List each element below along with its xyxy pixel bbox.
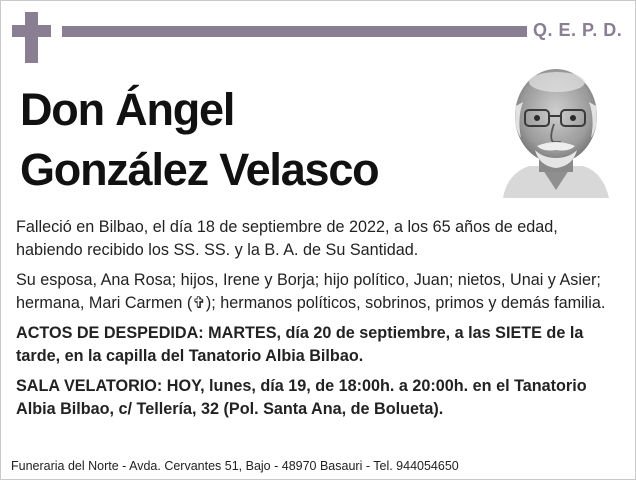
funeral-home-footer: Funeraria del Norte - Avda. Cervantes 51, Bajo - 48970 Basauri - Tel. 944054650: [11, 459, 459, 473]
header-bar: [62, 26, 527, 37]
portrait-photo: [499, 66, 612, 198]
family-paragraph: [16, 269, 620, 315]
notice-body: [16, 216, 620, 428]
family-text-before: Su esposa, Ana Rosa; hijos, Irene y Borja; hijo político, Juan; nietos, Unai y Asier; hermana, Mari Carmen (: [16, 271, 601, 312]
qepd-label: Q. E. P. D.: [533, 20, 623, 40]
small-cross-icon: ✞: [192, 294, 206, 312]
death-paragraph: Falleció en Bilbao, el día 18 de septiembre de 2022, a los 65 años de edad, habiendo recibido los SS. SS. y la B. A. de Su Santidad.: [16, 218, 558, 259]
wake-paragraph: SALA VELATORIO: HOY, lunes, día 19, de 18:00h. a 20:00h. en el Tanatorio Albia Bilbao, c/ Tellería, 32 (Pol. Santa Ana, de Bolueta).: [16, 377, 587, 418]
name-line-1: Don Ángel: [20, 84, 235, 135]
farewell-paragraph: ACTOS DE DESPEDIDA: MARTES, día 20 de septiembre, a las SIETE de la tarde, en la capilla del Tanatorio Albia Bilbao.: [16, 324, 584, 365]
deceased-name: [20, 80, 378, 200]
family-text-after: ); hermanos políticos, sobrinos, primos y demás familia.: [205, 294, 606, 312]
name-line-2: González Velasco: [20, 144, 379, 195]
